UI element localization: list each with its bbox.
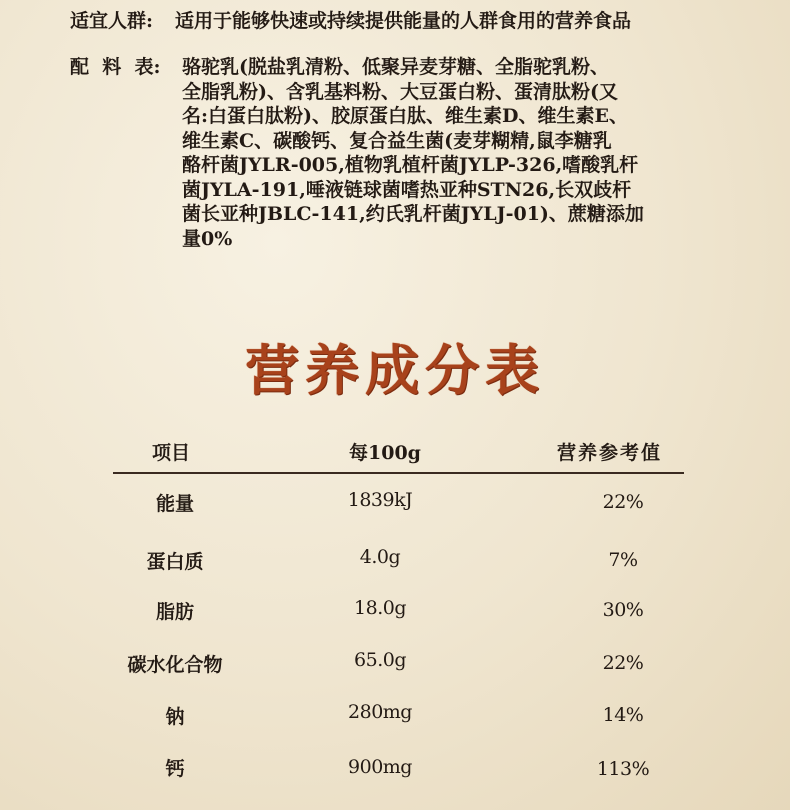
ingredients-line: 量0% [182, 227, 233, 250]
table-cell-nrv: 14% [602, 704, 644, 726]
ingredients-line: 维生素C、碳酸钙、复合益生菌(麦芽糊精,鼠李糖乳 [182, 129, 612, 152]
table-cell-name: 能量 [155, 493, 194, 515]
ingredients-line: 菌JYLA-191,唾液链球菌嗜热亚种STN26,长双歧杆 [182, 178, 632, 201]
table-cell-nrv: 113% [596, 758, 650, 780]
table-cell-nrv: 22% [602, 652, 644, 674]
ingredients-line: 骆驼乳(脱盐乳清粉、低聚异麦芽糖、全脂驼乳粉、 [182, 56, 609, 78]
column-header-item: 项目 [152, 442, 191, 464]
suitable-population-text: 适用于能够快速或持续提供能量的人群食用的营养食品 [175, 10, 632, 32]
table-cell-name: 钠 [165, 706, 185, 728]
column-header-per-100g: 每100g [349, 442, 421, 464]
ingredients-label: 配 料 表: [70, 56, 161, 78]
ingredients-line: 全脂乳粉)、含乳基料粉、大豆蛋白粉、蛋清肽粉(又 [182, 80, 618, 103]
table-cell-name: 碳水化合物 [127, 654, 223, 676]
ingredients-line: 酪杆菌JYLR-005,植物乳植杆菌JYLP-326,嗜酸乳杆 [182, 154, 639, 176]
ingredients-text [182, 54, 727, 250]
suitable-population-label: 适宜人群: [70, 10, 154, 32]
column-header-nrv: 营养参考值 [557, 442, 663, 464]
table-cell-name: 蛋白质 [146, 551, 204, 573]
table-cell-nrv: 22% [602, 491, 644, 513]
table-cell-value: 900mg [348, 756, 412, 778]
table-cell-value: 65.0g [354, 649, 406, 671]
ingredients-line: 菌长亚种JBLC-141,约氏乳杆菌JYLJ-01)、蔗糖添加 [182, 203, 644, 225]
table-cell-nrv: 30% [602, 599, 644, 621]
ingredients-line: 名:白蛋白肽粉)、胶原蛋白肽、维生素D、维生素E、 [182, 105, 628, 127]
header-divider [113, 472, 684, 474]
table-cell-value: 1839kJ [347, 489, 413, 511]
table-cell-value: 280mg [348, 701, 412, 723]
table-cell-value: 4.0g [359, 546, 401, 568]
table-cell-nrv: 7% [608, 549, 638, 571]
nutrition-table-title: 营养成分表 [245, 338, 545, 402]
table-cell-name: 钙 [165, 758, 185, 780]
table-cell-value: 18.0g [354, 597, 406, 619]
table-cell-name: 脂肪 [155, 601, 194, 623]
